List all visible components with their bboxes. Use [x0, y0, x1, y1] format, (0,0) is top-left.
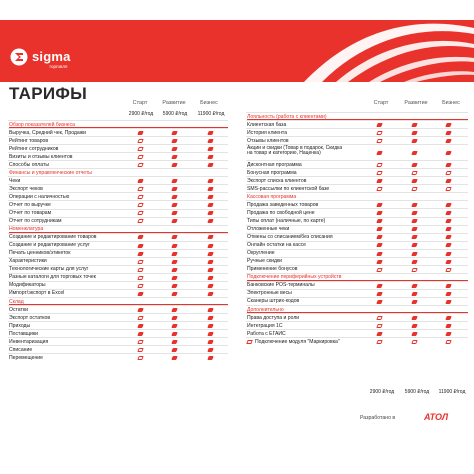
- included-mark-icon: [411, 260, 417, 264]
- feature-label: Экспорт списка клиентов: [247, 177, 307, 184]
- included-mark-icon: [207, 284, 213, 288]
- included-mark-icon: [376, 227, 382, 231]
- included-mark-icon: [445, 324, 451, 328]
- feature-row: [246, 233, 468, 241]
- feature-row: [246, 329, 468, 337]
- feature-label: Чеки: [9, 177, 21, 184]
- section-header: [8, 120, 228, 128]
- feature-row: [246, 144, 468, 160]
- included-mark-icon: [171, 276, 177, 280]
- included-mark-icon: [137, 244, 143, 248]
- feature-label: Способы оплаты: [9, 161, 49, 168]
- right-price-start: 2900 ₽/год: [369, 389, 395, 395]
- not-included-mark-icon: [137, 316, 143, 320]
- included-mark-icon: [411, 139, 417, 143]
- included-mark-icon: [445, 131, 451, 135]
- not-included-mark-icon: [137, 340, 143, 344]
- included-mark-icon: [376, 284, 382, 288]
- left-price-development: 5900 ₽/год: [162, 111, 188, 117]
- feature-row: [8, 281, 228, 289]
- not-included-mark-icon: [137, 163, 143, 167]
- feature-row: [8, 160, 228, 168]
- feature-label: Визиты и отзывы клиентов: [9, 153, 73, 160]
- included-mark-icon: [445, 316, 451, 320]
- feature-row: [8, 353, 228, 361]
- feature-row: [8, 200, 228, 208]
- included-mark-icon: [445, 292, 451, 296]
- header-banner: [0, 20, 474, 82]
- feature-row: [8, 289, 228, 297]
- included-mark-icon: [137, 179, 143, 183]
- included-mark-icon: [445, 151, 451, 155]
- included-mark-icon: [207, 340, 213, 344]
- included-mark-icon: [207, 139, 213, 143]
- included-mark-icon: [445, 284, 451, 288]
- included-mark-icon: [411, 203, 417, 207]
- feature-row: [246, 265, 468, 273]
- right-feature-table: [246, 112, 468, 345]
- included-mark-icon: [411, 227, 417, 231]
- included-mark-icon: [207, 244, 213, 248]
- feature-label: История клиента: [247, 129, 288, 136]
- feature-label: Импорт/экспорт в Excel: [9, 290, 65, 297]
- included-mark-icon: [137, 324, 143, 328]
- included-mark-icon: [171, 211, 177, 215]
- included-mark-icon: [376, 332, 382, 336]
- not-included-mark-icon: [137, 268, 143, 272]
- included-mark-icon: [411, 131, 417, 135]
- included-mark-icon: [376, 219, 382, 223]
- not-included-mark-icon: [376, 324, 382, 328]
- feature-label: Создание и редактирование услуг: [9, 242, 90, 249]
- feature-label: Электронные весы: [247, 290, 292, 297]
- included-mark-icon: [445, 203, 451, 207]
- section-header: [8, 168, 228, 176]
- feature-label: Модификаторы: [9, 282, 46, 289]
- feature-label: Отложенные чеки: [247, 226, 290, 233]
- included-mark-icon: [207, 316, 213, 320]
- included-mark-icon: [171, 163, 177, 167]
- feature-row: [246, 337, 468, 345]
- included-mark-icon: [445, 260, 451, 264]
- included-mark-icon: [207, 252, 213, 256]
- feature-label: Списание: [9, 346, 33, 353]
- included-mark-icon: [376, 211, 382, 215]
- feature-row: [246, 176, 468, 184]
- feature-row: [246, 321, 468, 329]
- feature-label: Приходы: [9, 322, 31, 329]
- section-header: [246, 112, 468, 120]
- included-mark-icon: [207, 219, 213, 223]
- included-mark-icon: [376, 300, 382, 304]
- not-included-mark-icon: [137, 211, 143, 215]
- included-mark-icon: [376, 292, 382, 296]
- feature-row: [8, 233, 228, 241]
- included-mark-icon: [445, 211, 451, 215]
- not-included-mark-icon: [137, 139, 143, 143]
- feature-row: [246, 217, 468, 225]
- feature-row: [8, 337, 228, 345]
- included-mark-icon: [207, 276, 213, 280]
- included-mark-icon: [171, 356, 177, 360]
- included-mark-icon: [445, 163, 451, 167]
- not-included-mark-icon: [445, 340, 451, 344]
- feature-label: Перемещение: [9, 354, 43, 361]
- feature-label: Экспорт чеков: [9, 185, 43, 192]
- included-mark-icon: [445, 243, 451, 247]
- included-mark-icon: [411, 324, 417, 328]
- included-mark-icon: [411, 151, 417, 155]
- not-included-mark-icon: [376, 131, 382, 135]
- marking-module-icon: [246, 340, 252, 344]
- feature-label: Остатки: [9, 306, 28, 313]
- feature-row: [246, 281, 468, 289]
- included-mark-icon: [171, 292, 177, 296]
- included-mark-icon: [171, 195, 177, 199]
- included-mark-icon: [445, 219, 451, 223]
- included-mark-icon: [445, 235, 451, 239]
- feature-label: Печать ценников/этикеток: [9, 250, 71, 257]
- right-col-head-development: Развитие: [404, 100, 428, 106]
- feature-row: [8, 128, 228, 136]
- section-title: Номенклатура: [9, 226, 44, 233]
- section-title: Финансы и управленческие отчеты: [9, 169, 92, 176]
- included-mark-icon: [171, 219, 177, 223]
- right-price-development: 5900 ₽/год: [404, 389, 430, 395]
- included-mark-icon: [171, 348, 177, 352]
- included-mark-icon: [207, 211, 213, 215]
- feature-row: [246, 249, 468, 257]
- left-price-business: 11900 ₽/год: [197, 111, 225, 117]
- included-mark-icon: [445, 300, 451, 304]
- not-included-mark-icon: [376, 340, 382, 344]
- section-title: Подключение периферийных устройств: [247, 274, 342, 281]
- left-col-head-development: Развитие: [162, 100, 186, 106]
- included-mark-icon: [376, 260, 382, 264]
- feature-label: Экспорт остатков: [9, 314, 51, 321]
- section-title: Кассовая программа: [247, 193, 297, 200]
- included-mark-icon: [207, 187, 213, 191]
- included-mark-icon: [171, 284, 177, 288]
- feature-label: Бонусная программа: [247, 169, 297, 176]
- not-included-mark-icon: [137, 203, 143, 207]
- page-title: ТАРИФЫ: [9, 84, 88, 103]
- included-mark-icon: [207, 260, 213, 264]
- sigma-logo-icon: [10, 48, 28, 66]
- feature-row: [8, 136, 228, 144]
- feature-row: [246, 136, 468, 144]
- feature-row: [8, 192, 228, 200]
- feature-label: Сканеры штрих-кодов: [247, 298, 300, 305]
- feature-row: [246, 120, 468, 128]
- included-mark-icon: [376, 243, 382, 247]
- included-mark-icon: [171, 203, 177, 207]
- feature-label: Выручка, Средний чек, Продажи: [9, 129, 86, 136]
- included-mark-icon: [411, 332, 417, 336]
- not-included-mark-icon: [137, 195, 143, 199]
- feature-row: [246, 257, 468, 265]
- included-mark-icon: [411, 316, 417, 320]
- included-mark-icon: [376, 203, 382, 207]
- included-mark-icon: [137, 235, 143, 239]
- feature-row: [246, 225, 468, 233]
- feature-row: [8, 265, 228, 273]
- feature-row: [8, 152, 228, 160]
- feature-label: Рейтинг сотрудников: [9, 145, 59, 152]
- feature-label: Инвентаризация: [9, 338, 49, 345]
- feature-label: Подключение модуля "Маркировка": [255, 338, 340, 345]
- feature-row: [8, 184, 228, 192]
- feature-label: Продажа заведенных товаров: [247, 201, 319, 208]
- section-header: [8, 225, 228, 233]
- included-mark-icon: [411, 123, 417, 127]
- feature-label: Операции с наличностью: [9, 193, 70, 200]
- included-mark-icon: [171, 244, 177, 248]
- included-mark-icon: [171, 324, 177, 328]
- feature-label: Банковские POS-терминалы: [247, 282, 315, 289]
- included-mark-icon: [171, 139, 177, 143]
- feature-row: [246, 297, 468, 305]
- section-header: [246, 305, 468, 313]
- not-included-mark-icon: [411, 171, 417, 175]
- included-mark-icon: [445, 227, 451, 231]
- not-included-mark-icon: [137, 219, 143, 223]
- included-mark-icon: [137, 252, 143, 256]
- feature-row: [8, 249, 228, 257]
- not-included-mark-icon: [376, 171, 382, 175]
- included-mark-icon: [207, 292, 213, 296]
- not-included-mark-icon: [445, 268, 451, 272]
- feature-row: [8, 273, 228, 281]
- included-mark-icon: [207, 163, 213, 167]
- not-included-mark-icon: [376, 187, 382, 191]
- included-mark-icon: [376, 123, 382, 127]
- feature-row: [8, 209, 228, 217]
- section-header: [8, 297, 228, 305]
- included-mark-icon: [171, 316, 177, 320]
- included-mark-icon: [207, 348, 213, 352]
- section-title: Дополнительно: [247, 306, 284, 313]
- included-mark-icon: [207, 268, 213, 272]
- included-mark-icon: [207, 155, 213, 159]
- feature-label: Технологические карты для услуг: [9, 266, 89, 273]
- not-included-mark-icon: [137, 187, 143, 191]
- included-mark-icon: [171, 340, 177, 344]
- included-mark-icon: [445, 179, 451, 183]
- included-mark-icon: [411, 300, 417, 304]
- feature-row: [246, 184, 468, 192]
- feature-label: Отчет по сотрудникам: [9, 218, 62, 225]
- left-price-start: 2900 ₽/год: [128, 111, 154, 117]
- feature-row: [8, 176, 228, 184]
- not-included-mark-icon: [376, 316, 382, 320]
- right-col-head-business: Бизнес: [442, 100, 460, 106]
- feature-row: [246, 168, 468, 176]
- feature-row: [8, 144, 228, 152]
- feature-label: Применение бонусов: [247, 266, 298, 273]
- feature-row: [246, 160, 468, 168]
- included-mark-icon: [411, 163, 417, 167]
- feature-label: Округление: [247, 250, 275, 257]
- not-included-mark-icon: [137, 284, 143, 288]
- included-mark-icon: [411, 179, 417, 183]
- feature-row: [246, 208, 468, 216]
- included-mark-icon: [171, 147, 177, 151]
- feature-label: Дисконтная программа: [247, 161, 302, 168]
- not-included-mark-icon: [411, 340, 417, 344]
- included-mark-icon: [171, 332, 177, 336]
- feature-label: SMS-рассылки по клиентской базе: [247, 185, 330, 192]
- included-mark-icon: [411, 211, 417, 215]
- included-mark-icon: [207, 324, 213, 328]
- section-title: Обзор показателей бизнеса: [9, 121, 76, 128]
- included-mark-icon: [411, 292, 417, 296]
- feature-row: [246, 313, 468, 321]
- section-title: Склад: [9, 298, 24, 305]
- included-mark-icon: [445, 123, 451, 127]
- included-mark-icon: [171, 308, 177, 312]
- section-header: [246, 192, 468, 200]
- included-mark-icon: [411, 235, 417, 239]
- included-mark-icon: [411, 284, 417, 288]
- brand-tagline: торговля: [49, 64, 68, 69]
- feature-label: Работа с ЕГАИС: [247, 330, 286, 337]
- included-mark-icon: [207, 235, 213, 239]
- feature-label: Разные каталоги для торговых точек: [9, 274, 96, 281]
- included-mark-icon: [171, 252, 177, 256]
- feature-row: [246, 200, 468, 208]
- included-mark-icon: [445, 332, 451, 336]
- section-header: [246, 273, 468, 281]
- feature-row: [8, 257, 228, 265]
- not-included-mark-icon: [376, 139, 382, 143]
- not-included-mark-icon: [376, 268, 382, 272]
- included-mark-icon: [411, 243, 417, 247]
- included-mark-icon: [207, 203, 213, 207]
- not-included-mark-icon: [137, 155, 143, 159]
- not-included-mark-icon: [137, 276, 143, 280]
- included-mark-icon: [171, 179, 177, 183]
- feature-label: Ручные скидки: [247, 258, 282, 265]
- not-included-mark-icon: [445, 171, 451, 175]
- feature-row: [8, 345, 228, 353]
- not-included-mark-icon: [411, 268, 417, 272]
- included-mark-icon: [207, 308, 213, 312]
- feature-label: Онлайн остатки на кассе: [247, 242, 307, 249]
- feature-label: Типы оплат (наличные, по карте): [247, 218, 326, 225]
- included-mark-icon: [376, 179, 382, 183]
- included-mark-icon: [207, 179, 213, 183]
- included-mark-icon: [411, 219, 417, 223]
- feature-label: Отчет по выручке: [9, 201, 51, 208]
- feature-row: [8, 241, 228, 249]
- feature-label: Создание и редактирование товаров: [9, 234, 97, 241]
- not-included-mark-icon: [411, 187, 417, 191]
- included-mark-icon: [171, 268, 177, 272]
- feature-row: [8, 321, 228, 329]
- feature-label: Поставщики: [9, 330, 38, 337]
- included-mark-icon: [137, 292, 143, 296]
- not-included-mark-icon: [445, 187, 451, 191]
- included-mark-icon: [171, 131, 177, 135]
- feature-row: [8, 217, 228, 225]
- feature-row: [246, 128, 468, 136]
- not-included-mark-icon: [137, 348, 143, 352]
- included-mark-icon: [171, 235, 177, 239]
- feature-label: Интеграция 1С: [247, 322, 283, 329]
- not-included-mark-icon: [137, 356, 143, 360]
- feature-label: Клиентская база: [247, 121, 287, 128]
- included-mark-icon: [376, 151, 382, 155]
- feature-row: [246, 241, 468, 249]
- included-mark-icon: [207, 332, 213, 336]
- feature-label: Права доступа и роли: [247, 314, 300, 321]
- included-mark-icon: [445, 139, 451, 143]
- included-mark-icon: [171, 155, 177, 159]
- feature-label: Отзывы клиентов: [247, 137, 289, 144]
- brand-name: sigma: [32, 49, 71, 64]
- included-mark-icon: [171, 260, 177, 264]
- not-included-mark-icon: [376, 163, 382, 167]
- included-mark-icon: [137, 332, 143, 336]
- included-mark-icon: [376, 252, 382, 256]
- swoosh-decoration-icon: [244, 20, 474, 82]
- included-mark-icon: [376, 235, 382, 239]
- right-col-head-start: Старт: [373, 100, 389, 106]
- included-mark-icon: [137, 308, 143, 312]
- feature-label: Рейтинг товаров: [9, 137, 49, 144]
- feature-label: Отмены со списанием/без списания: [247, 234, 333, 241]
- left-feature-table: [8, 120, 228, 361]
- left-col-head-business: Бизнес: [200, 100, 218, 106]
- feature-label: Продажа по свободной цене: [247, 209, 315, 216]
- included-mark-icon: [207, 195, 213, 199]
- included-mark-icon: [207, 147, 213, 151]
- feature-row: [8, 329, 228, 337]
- included-mark-icon: [207, 356, 213, 360]
- not-included-mark-icon: [137, 260, 143, 264]
- feature-row: [8, 305, 228, 313]
- right-price-business: 11900 ₽/год: [438, 389, 466, 395]
- feature-row: [246, 289, 468, 297]
- footer-text: Разработано в: [360, 415, 396, 421]
- feature-row: [8, 313, 228, 321]
- included-mark-icon: [411, 252, 417, 256]
- included-mark-icon: [137, 131, 143, 135]
- included-mark-icon: [207, 131, 213, 135]
- included-mark-icon: [445, 252, 451, 256]
- not-included-mark-icon: [137, 147, 143, 151]
- included-mark-icon: [171, 187, 177, 191]
- feature-label: Отчет по товарам: [9, 210, 52, 217]
- section-title: Лояльность (работа с клиентами): [247, 113, 327, 120]
- left-col-head-start: Старт: [132, 100, 148, 106]
- feature-label: Характеристики: [9, 258, 47, 265]
- feature-label: Акции и скидки (Товар в подарок, Скидка на товар и категорию, Наценка): [247, 144, 343, 157]
- atol-logo: АТОЛ: [424, 412, 449, 422]
